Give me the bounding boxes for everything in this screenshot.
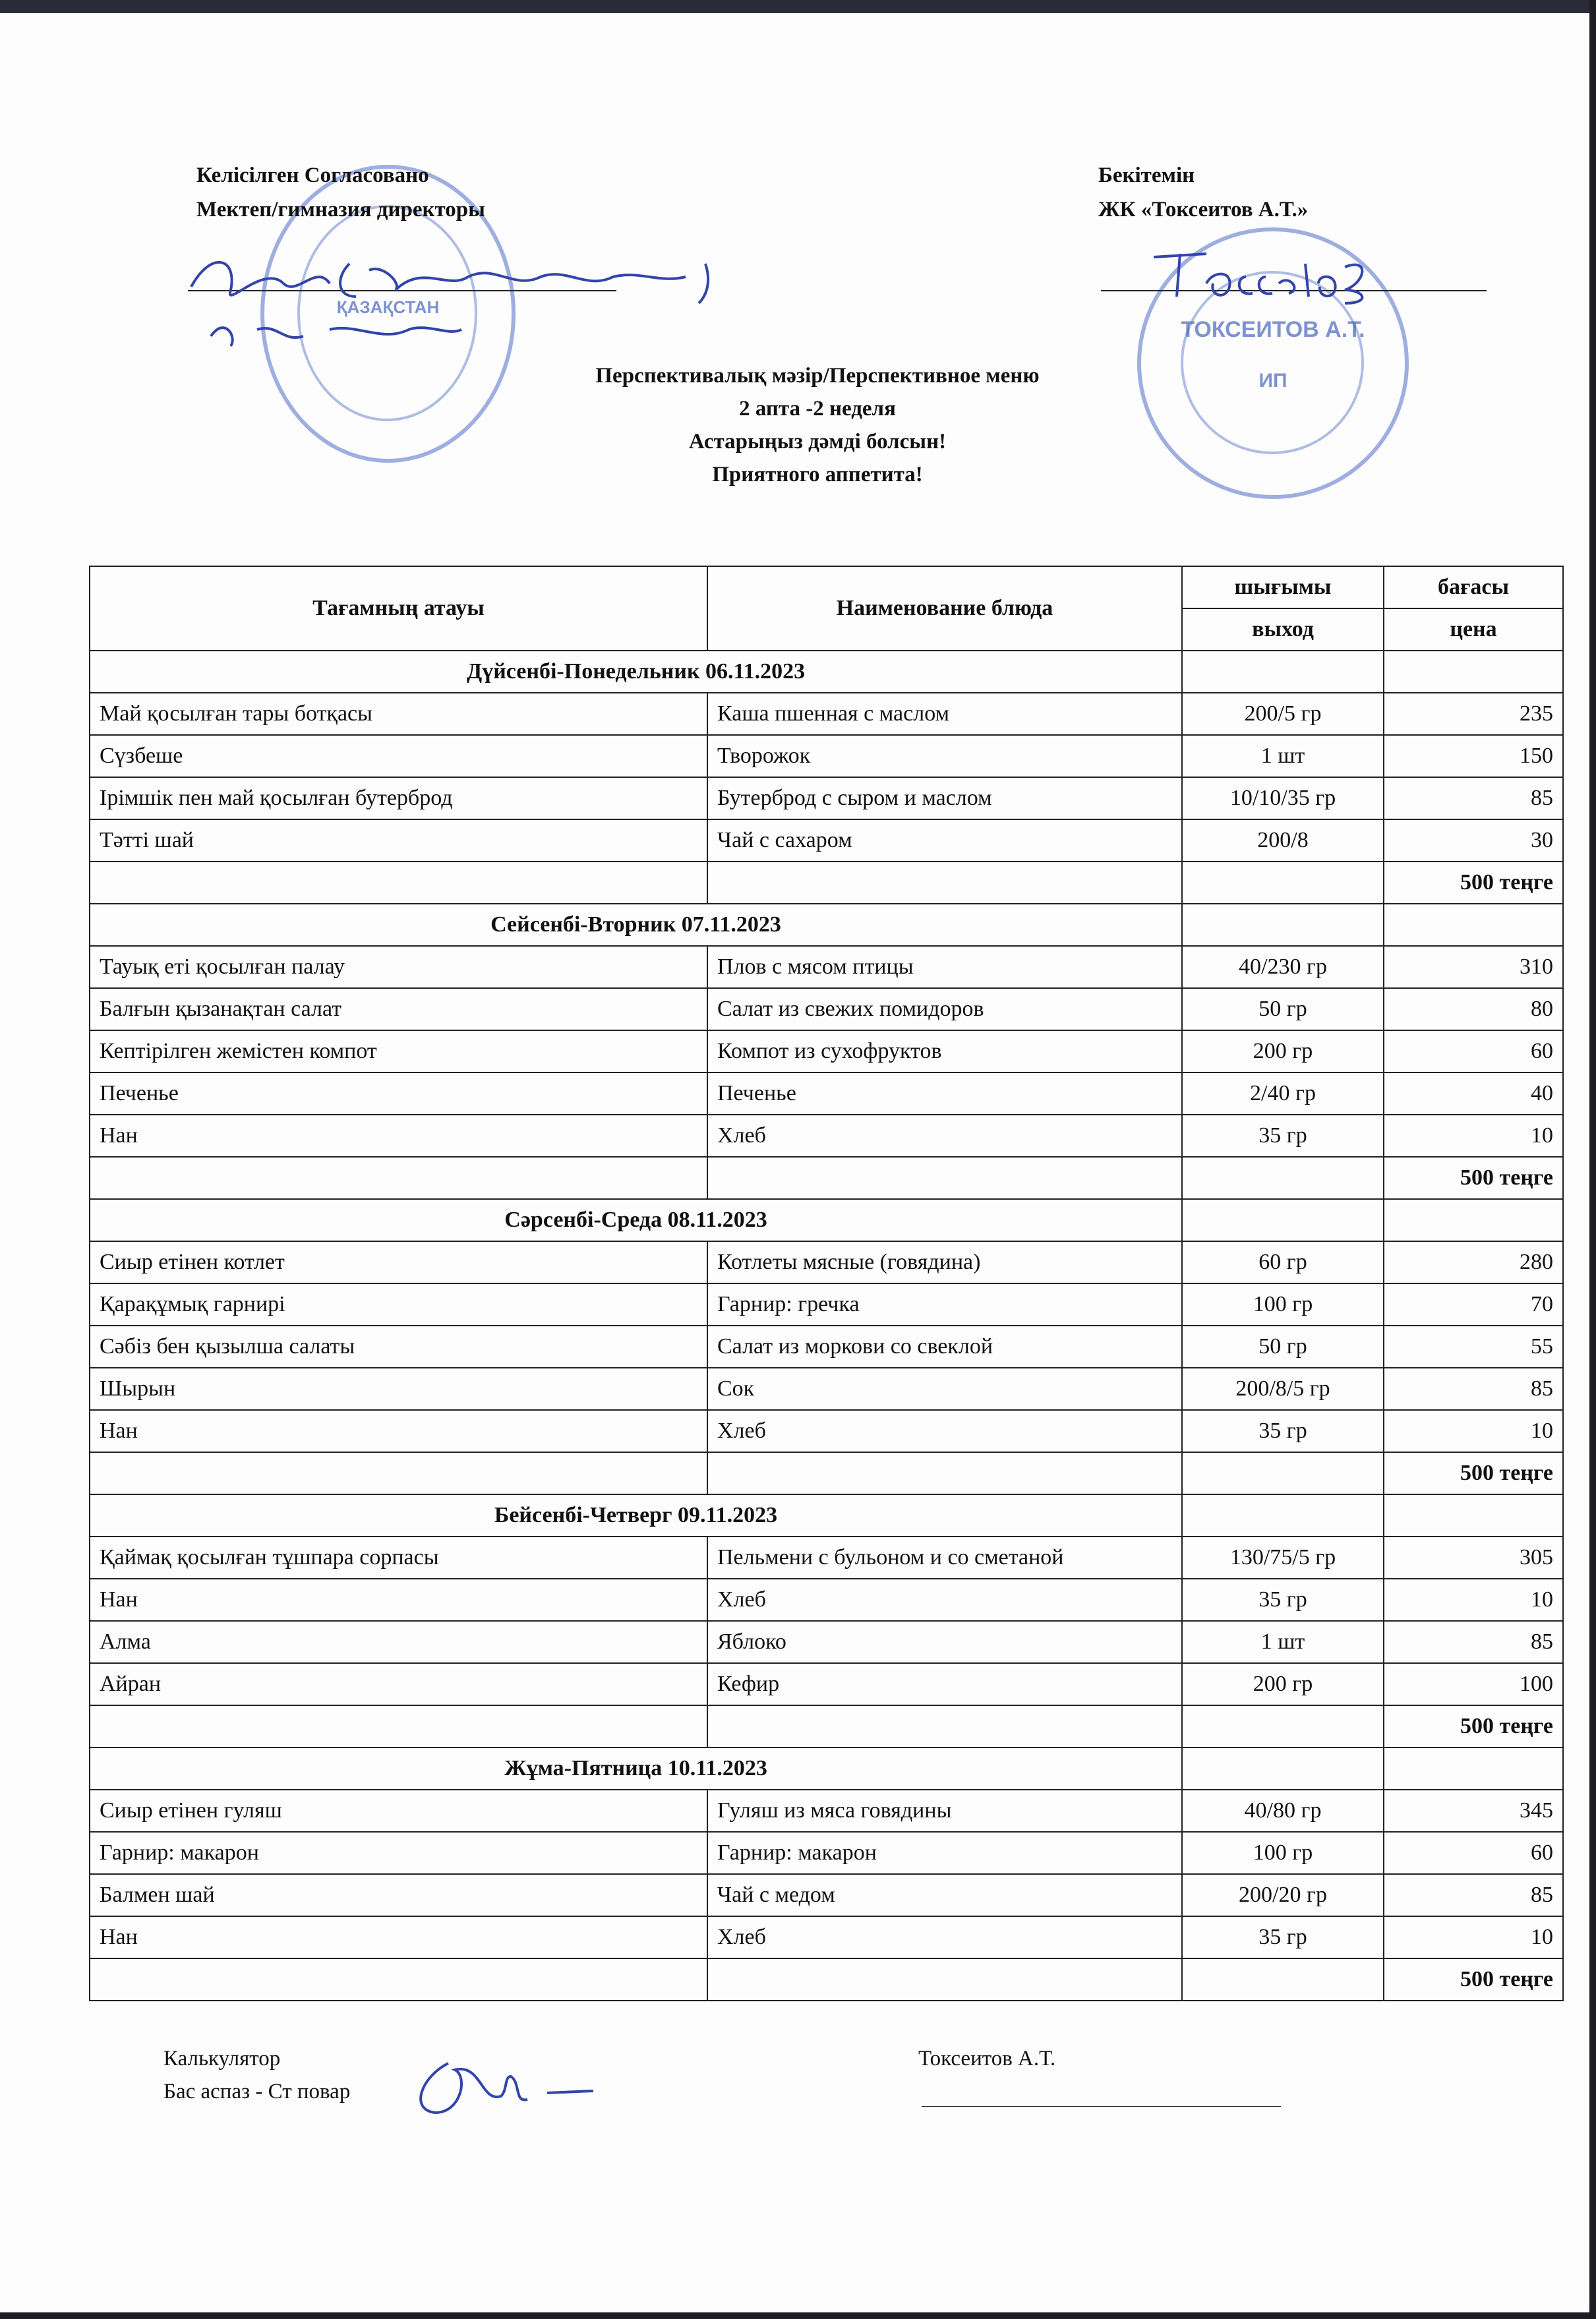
approval-right-block bbox=[1098, 158, 1308, 227]
dish-name-kz: Нан bbox=[90, 1579, 707, 1621]
header-kz-name: Тағамның атауы bbox=[90, 566, 707, 651]
day-title: Дүйсенбі-Понедельник 06.11.2023 bbox=[90, 651, 1182, 693]
dish-name-ru: Хлеб bbox=[707, 1115, 1182, 1157]
footer-calculator-label: Калькулятор bbox=[163, 2047, 281, 2070]
table-row bbox=[90, 1283, 1563, 1326]
menu-table bbox=[89, 566, 1564, 2001]
table-row bbox=[90, 1410, 1563, 1452]
header-price-kz: бағасы bbox=[1384, 566, 1563, 608]
empty-cell bbox=[1384, 651, 1563, 693]
table-row bbox=[90, 1874, 1563, 1916]
empty-cell bbox=[90, 1958, 707, 2001]
dish-output: 130/75/5 гр bbox=[1182, 1537, 1384, 1579]
dish-name-kz: Қаймақ қосылған тұшпара сорпасы bbox=[90, 1537, 707, 1579]
dish-price: 10 bbox=[1384, 1916, 1563, 1958]
table-row bbox=[90, 1579, 1563, 1621]
dish-name-kz: Сәбіз бен қызылша салаты bbox=[90, 1326, 707, 1368]
menu-week: 2 апта -2 неделя bbox=[739, 397, 896, 421]
dish-output: 35 гр bbox=[1182, 1579, 1384, 1621]
dish-price: 100 bbox=[1384, 1663, 1563, 1705]
dish-price: 70 bbox=[1384, 1283, 1563, 1326]
dish-price: 85 bbox=[1384, 1874, 1563, 1916]
day-title: Сейсенбі-Вторник 07.11.2023 bbox=[90, 904, 1182, 946]
footer-left-block bbox=[163, 2042, 350, 2108]
dish-price: 10 bbox=[1384, 1579, 1563, 1621]
approval-right-line1: Бекітемін bbox=[1098, 163, 1195, 187]
dish-name-ru: Сок bbox=[707, 1368, 1182, 1410]
table-row bbox=[90, 1790, 1563, 1832]
dish-name-ru: Хлеб bbox=[707, 1410, 1182, 1452]
day-title: Бейсенбі-Четверг 09.11.2023 bbox=[90, 1494, 1182, 1537]
empty-cell bbox=[1182, 904, 1384, 946]
entrepreneur-seal-type: ИП bbox=[1258, 370, 1287, 392]
table-row bbox=[90, 1368, 1563, 1410]
table-row bbox=[90, 693, 1563, 735]
empty-cell bbox=[1384, 1494, 1563, 1537]
dish-name-ru: Гарнир: гречка bbox=[707, 1283, 1182, 1326]
header-ru-name: Наименование блюда bbox=[707, 566, 1182, 651]
empty-cell bbox=[90, 1705, 707, 1747]
dish-output: 100 гр bbox=[1182, 1283, 1384, 1326]
empty-cell bbox=[1384, 1199, 1563, 1241]
day-total: 500 теңге bbox=[1384, 1157, 1563, 1199]
dish-name-ru: Гарнир: макарон bbox=[707, 1832, 1182, 1874]
table-row bbox=[90, 1621, 1563, 1663]
empty-cell bbox=[707, 1705, 1182, 1747]
dish-name-ru: Плов с мясом птицы bbox=[707, 946, 1182, 988]
empty-cell bbox=[707, 862, 1182, 904]
empty-cell bbox=[90, 1452, 707, 1494]
dish-name-kz: Сиыр етінен котлет bbox=[90, 1241, 707, 1283]
header-output-kz: шығымы bbox=[1182, 566, 1384, 608]
dish-name-kz: Кептірілген жемістен компот bbox=[90, 1030, 707, 1072]
empty-cell bbox=[90, 862, 707, 904]
dish-output: 35 гр bbox=[1182, 1916, 1384, 1958]
table-row bbox=[90, 1663, 1563, 1705]
dish-price: 310 bbox=[1384, 946, 1563, 988]
dish-price: 10 bbox=[1384, 1410, 1563, 1452]
table-row bbox=[90, 946, 1563, 988]
header-output-ru: выход bbox=[1182, 608, 1384, 651]
dish-name-ru: Салат из свежих помидоров bbox=[707, 988, 1182, 1030]
day-total-row bbox=[90, 862, 1563, 904]
empty-cell bbox=[1384, 904, 1563, 946]
empty-cell bbox=[1182, 862, 1384, 904]
menu-title-block bbox=[422, 359, 1213, 491]
day-header-row bbox=[90, 904, 1563, 946]
empty-cell bbox=[1182, 1199, 1384, 1241]
day-header-row bbox=[90, 1199, 1563, 1241]
entrepreneur-seal-name: ТОКСЕИТОВ А.Т. bbox=[1181, 317, 1365, 342]
dish-output: 1 шт bbox=[1182, 1621, 1384, 1663]
dish-price: 10 bbox=[1384, 1115, 1563, 1157]
dish-price: 60 bbox=[1384, 1030, 1563, 1072]
dish-name-kz: Шырын bbox=[90, 1368, 707, 1410]
dish-name-kz: Қарақұмық гарнирі bbox=[90, 1283, 707, 1326]
header-price-ru: цена bbox=[1384, 608, 1563, 651]
dish-name-ru: Салат из моркови со свеклой bbox=[707, 1326, 1182, 1368]
chef-handwritten-signature bbox=[396, 2050, 606, 2123]
menu-wish-kz: Астарыңыз дәмді болсын! bbox=[688, 430, 947, 454]
table-row bbox=[90, 819, 1563, 862]
footer-chef-label: Бас аспаз - Ст повар bbox=[163, 2080, 351, 2103]
dish-name-ru: Каша пшенная с маслом bbox=[707, 693, 1182, 735]
entrepreneur-handwritten-signature bbox=[1147, 237, 1384, 310]
day-total-row bbox=[90, 1958, 1563, 2001]
table-row bbox=[90, 1115, 1563, 1157]
table-row bbox=[90, 1537, 1563, 1579]
dish-price: 150 bbox=[1384, 735, 1563, 777]
dish-output: 200/20 гр bbox=[1182, 1874, 1384, 1916]
dish-name-kz: Ірімшік пен май қосылған бутерброд bbox=[90, 777, 707, 819]
dish-price: 85 bbox=[1384, 777, 1563, 819]
dish-name-ru: Кефир bbox=[707, 1663, 1182, 1705]
empty-cell bbox=[1182, 1958, 1384, 2001]
dish-price: 235 bbox=[1384, 693, 1563, 735]
empty-cell bbox=[90, 1157, 707, 1199]
table-row bbox=[90, 1030, 1563, 1072]
dish-name-ru: Хлеб bbox=[707, 1579, 1182, 1621]
scan-right-edge bbox=[1589, 0, 1596, 2319]
dish-output: 40/80 гр bbox=[1182, 1790, 1384, 1832]
menu-title: Перспективалық мәзір/Перспективное меню bbox=[595, 364, 1040, 388]
approval-left-line2: Мектеп/гимназия директоры bbox=[196, 198, 485, 221]
school-seal-text: ҚАЗАҚСТАН bbox=[336, 297, 440, 317]
table-row bbox=[90, 777, 1563, 819]
empty-cell bbox=[707, 1958, 1182, 2001]
day-total: 500 теңге bbox=[1384, 1452, 1563, 1494]
dish-output: 35 гр bbox=[1182, 1410, 1384, 1452]
dish-output: 60 гр bbox=[1182, 1241, 1384, 1283]
table-row bbox=[90, 735, 1563, 777]
footer-signer-name: Токсеитов А.Т. bbox=[918, 2047, 1056, 2070]
day-header-row bbox=[90, 651, 1563, 693]
dish-name-kz: Балғын қызанақтан салат bbox=[90, 988, 707, 1030]
dish-output: 200/8/5 гр bbox=[1182, 1368, 1384, 1410]
table-row bbox=[90, 1832, 1563, 1874]
dish-name-ru: Котлеты мясные (говядина) bbox=[707, 1241, 1182, 1283]
scan-bottom-edge bbox=[0, 2312, 1596, 2319]
day-title: Жұма-Пятница 10.11.2023 bbox=[90, 1747, 1182, 1790]
dish-name-kz: Гарнир: макарон bbox=[90, 1832, 707, 1874]
dish-name-kz: Алма bbox=[90, 1621, 707, 1663]
dish-price: 80 bbox=[1384, 988, 1563, 1030]
dish-name-ru: Хлеб bbox=[707, 1916, 1182, 1958]
empty-cell bbox=[1182, 651, 1384, 693]
day-header-row bbox=[90, 1747, 1563, 1790]
dish-output: 2/40 гр bbox=[1182, 1072, 1384, 1115]
footer-signature-line bbox=[922, 2106, 1281, 2107]
dish-name-ru: Чай с медом bbox=[707, 1874, 1182, 1916]
empty-cell bbox=[1182, 1705, 1384, 1747]
scan-top-edge bbox=[0, 0, 1596, 13]
table-row bbox=[90, 1072, 1563, 1115]
dish-output: 10/10/35 гр bbox=[1182, 777, 1384, 819]
dish-price: 280 bbox=[1384, 1241, 1563, 1283]
empty-cell bbox=[1182, 1452, 1384, 1494]
day-total: 500 теңге bbox=[1384, 862, 1563, 904]
dish-name-ru: Бутерброд с сыром и маслом bbox=[707, 777, 1182, 819]
dish-price: 85 bbox=[1384, 1368, 1563, 1410]
dish-name-ru: Чай с сахаром bbox=[707, 819, 1182, 862]
approval-left-block bbox=[196, 158, 485, 227]
table-row bbox=[90, 1241, 1563, 1283]
dish-output: 200 гр bbox=[1182, 1663, 1384, 1705]
menu-table-body bbox=[90, 651, 1563, 2001]
menu-wish-ru: Приятного аппетита! bbox=[712, 463, 923, 486]
dish-output: 100 гр bbox=[1182, 1832, 1384, 1874]
day-total: 500 теңге bbox=[1384, 1958, 1563, 2001]
dish-name-kz: Тәтті шай bbox=[90, 819, 707, 862]
empty-cell bbox=[1384, 1747, 1563, 1790]
dish-name-kz: Май қосылған тары ботқасы bbox=[90, 693, 707, 735]
dish-output: 40/230 гр bbox=[1182, 946, 1384, 988]
dish-name-kz: Айран bbox=[90, 1663, 707, 1705]
dish-name-kz: Сүзбеше bbox=[90, 735, 707, 777]
approval-right-line2: ЖК «Токсеитов А.Т.» bbox=[1098, 198, 1309, 221]
dish-name-kz: Печенье bbox=[90, 1072, 707, 1115]
dish-name-ru: Компот из сухофруктов bbox=[707, 1030, 1182, 1072]
dish-output: 50 гр bbox=[1182, 1326, 1384, 1368]
dish-output: 200/8 bbox=[1182, 819, 1384, 862]
empty-cell bbox=[1182, 1157, 1384, 1199]
dish-name-kz: Сиыр етінен гуляш bbox=[90, 1790, 707, 1832]
empty-cell bbox=[707, 1452, 1182, 1494]
day-total-row bbox=[90, 1705, 1563, 1747]
dish-output: 200 гр bbox=[1182, 1030, 1384, 1072]
dish-price: 55 bbox=[1384, 1326, 1563, 1368]
dish-price: 305 bbox=[1384, 1537, 1563, 1579]
dish-price: 85 bbox=[1384, 1621, 1563, 1663]
dish-name-ru: Пельмени с бульоном и со сметаной bbox=[707, 1537, 1182, 1579]
table-row bbox=[90, 988, 1563, 1030]
dish-output: 200/5 гр bbox=[1182, 693, 1384, 735]
empty-cell bbox=[1182, 1747, 1384, 1790]
day-total-row bbox=[90, 1452, 1563, 1494]
dish-name-ru: Творожок bbox=[707, 735, 1182, 777]
approval-left-line1: Келісілген Согласовано bbox=[196, 163, 429, 187]
day-total: 500 теңге bbox=[1384, 1705, 1563, 1747]
empty-cell bbox=[707, 1157, 1182, 1199]
table-row bbox=[90, 1916, 1563, 1958]
dish-price: 60 bbox=[1384, 1832, 1563, 1874]
dish-name-ru: Яблоко bbox=[707, 1621, 1182, 1663]
dish-name-kz: Тауық еті қосылған палау bbox=[90, 946, 707, 988]
dish-price: 30 bbox=[1384, 819, 1563, 862]
dish-output: 1 шт bbox=[1182, 735, 1384, 777]
dish-output: 35 гр bbox=[1182, 1115, 1384, 1157]
table-row bbox=[90, 1326, 1563, 1368]
day-total-row bbox=[90, 1157, 1563, 1199]
dish-name-kz: Нан bbox=[90, 1115, 707, 1157]
dish-name-kz: Нан bbox=[90, 1916, 707, 1958]
director-handwritten-signature bbox=[185, 237, 752, 356]
footer-right-block bbox=[918, 2042, 1055, 2075]
dish-price: 40 bbox=[1384, 1072, 1563, 1115]
day-title: Сәрсенбі-Среда 08.11.2023 bbox=[90, 1199, 1182, 1241]
dish-name-kz: Балмен шай bbox=[90, 1874, 707, 1916]
dish-output: 50 гр bbox=[1182, 988, 1384, 1030]
empty-cell bbox=[1182, 1494, 1384, 1537]
dish-price: 345 bbox=[1384, 1790, 1563, 1832]
dish-name-kz: Нан bbox=[90, 1410, 707, 1452]
day-header-row bbox=[90, 1494, 1563, 1537]
dish-name-ru: Печенье bbox=[707, 1072, 1182, 1115]
dish-name-ru: Гуляш из мяса говядины bbox=[707, 1790, 1182, 1832]
